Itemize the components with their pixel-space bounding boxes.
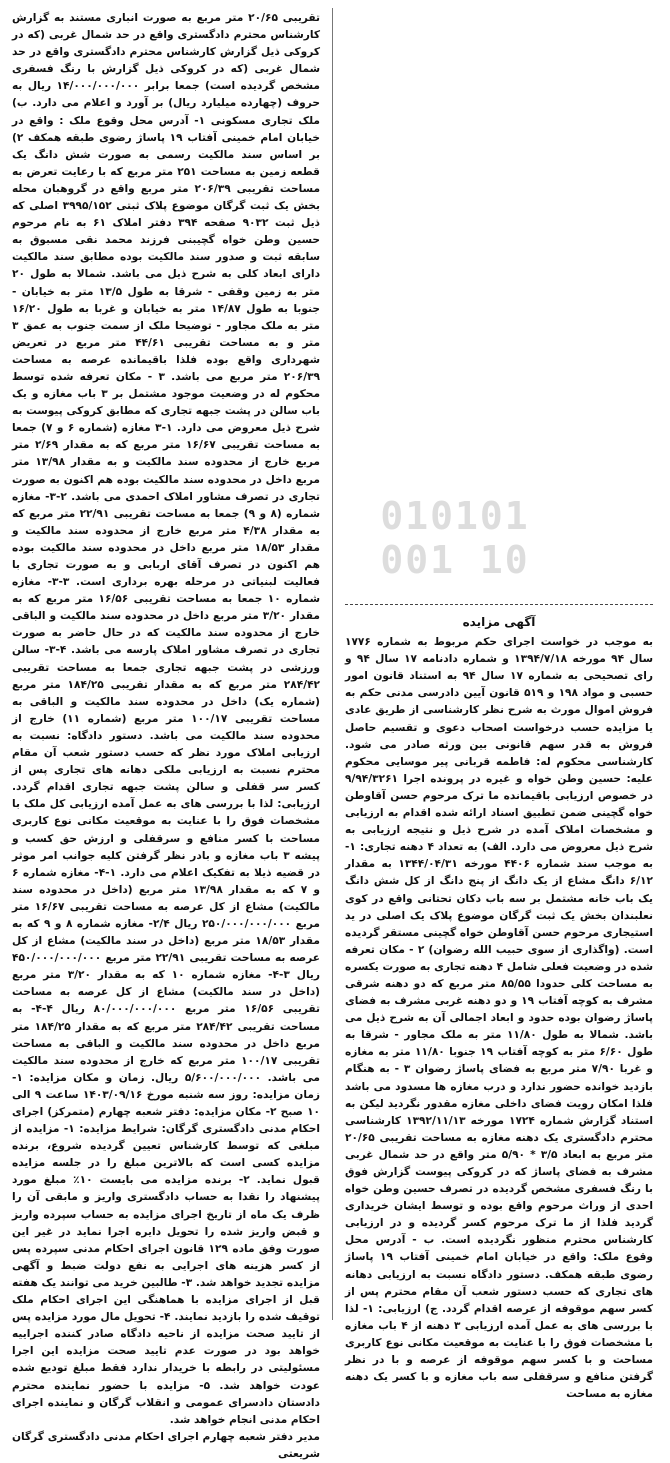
notice-body-text: به موجب در خواست اجرای حکم مربوط به شماره ۱۷۷۶ سال ۹۴ مورخه ۱۳۹۴/۷/۱۸ و شماره دادنامه ۱۷ سال ۹۴ و رای تصحیحی به شماره ۱۷ سال ۹۴ به استناد قانون امور حسبی و مواد ۱۹۸ و ۵۱۹ قانون آیین دادرسی مدنی حکم به فروش اموال مورث به شرح نظر کارشناسی از طریق عادی یا مزایده حسب درخواست اصحاب دعوی و تقسیم حاصل فروش به قدر سهم قانونی بین ورثه صادر می شود. کارشناسی محکوم له: فاطمه قربانی پیر موسایی محکوم علیه: حسین وطن خواه و غیره در پرونده اجرا ۹/۹۴/۳۲۶۱ در خصوص ارزیابی باقیمانده ما ترک مرحوم حسن آقاوطن خواه گچینی ضمن تطبیق اسناد ارائه شده اقدام به ارزیابی و مشخصات املاک آمده در شرح ذیل و نتیجه ارزیابی به شرح ذیل معروض می دارد. الف) به تعداد ۴ دهنه تجاری: ۱- به موجب سند شماره ۴۴۰۶ مورخه ۱۳۴۴/۰۴/۳۱ به مقدار ۶/۱۲ دانگ مشاع از یک دانگ از پنج دانگ از کل شش دانگ یک باب خانه مشتمل بر سه باب دکان تحتانی واقع در کوی نعلبندان بخش یک ثبت گرگان موضوع پلاک یک اصلی در ید استیجاری مرحوم حسن آقاوطن خواه گچینی مستقر گردیده است. (واگذاری از سوی حبیب الله رضوان) ۲ - مکان تعرفه شده در وضعیت فعلی شامل ۴ دهنه تجاری به صورت یکسره به مساحت کلی حدودا ۸۵/۵۵ متر مربع که دو دهنه شرقی مشرف به کوچه آفتاب ۱۹ و دو دهنه غربی مشرف به فضای پاساژ رضوان بوده حدود و ابعاد اجمالی آن به شرح ذیل می باشد. شمالا به طول ۱۱/۸۰ متر به ملک مجاور - شرقا به طول ۶/۶۰ متر به کوچه آفتاب ۱۹ جنوبا ۱۱/۸۰ متر به مغازه و غربا ۷/۹۰ متر مربع به فضای پاساژ رضوان ۳ - به هنگام بازدید خوانده حضور ندارد و درب مغازه ها مسدود می باشد فلذا امکان رویت فضای داخلی مغازه مقدور نگردید لیکن به استناد گزارش شماره ۱۷۲۴ مورخه ۱۳۹۲/۱۱/۱۳ کارشناسی محترم دادگستری یک دهنه مغازه به مساحت تقریبی ۲۰/۶۵ متر مربع به ابعاد ۳/۵ * ۵/۹۰ متر واقع در حد شمال غربی مشرف به فضای پاساژ که در کروکی پیوست گزارش فوق با رنگ فسفری مشخص گردیده در تصرف حسین وطن خواه احدی از وراث مرحوم واقع بوده و توسط ایشان خریداری گردید فلذا از ما ترک مرحوم کسر گردیده و در ارزیابی کارشناس محترم منظور نگردیده است. ب - آدرس محل وقوع ملک: واقع در خیابان امام خمینی آفتاب ۱۹ پاساژ رضوی طبقه همکف. دستور دادگاه نسبت به ارزیابی دهانه های تجاری که حسب دستور شعب آن مقام محترم پس از کسر سهم موقوفه از عرصه اقدام گردد. ج) ارزیابی: ۱- لذا با بررسی های به عمل آمده ارزیابی ۳ دهنه از ۴ باب مغازه با مشخصات فوق را با عنایت به موقعیت مکانی نوع کاربری مساحت و با کسر سهم موقوفه از عرصه و با در نظر گرفتن منافع و سرقفلی سه باب مغازه و با کسر یک دهنه مغازه به مساحت	[345, 636, 654, 1401]
notice-signature: مدیر دفتر شعبه چهارم اجرای احکام مدنی دادگستری گرگان شریعتی	[12, 1430, 320, 1460]
notice-title: آگهی مزایده	[462, 615, 536, 629]
auction-notice-column	[345, 612, 654, 1401]
watermark-line-1: 010101	[380, 494, 530, 538]
section-separator	[345, 604, 653, 605]
binary-watermark	[320, 494, 590, 582]
column-divider	[332, 8, 333, 1320]
watermark-line-2: 001 10	[380, 538, 530, 582]
notice-continuation-text: تقریبی ۲۰/۶۵ متر مربع به صورت انباری مستند به گزارش کارشناس محترم دادگستری واقع در حد شمال غربی (که در کروکی ذیل گزارش کارشناس محترم دادگستری واقع در حد شمال غربی (که در کروکی ذیل گزارش با رنگ فسفری مشخص گردیده است) جمعا برابر ۱۴/۰۰۰/۰۰۰/۰۰۰ ریال به حروف (چهارده میلیارد ریال) بر آورد و اعلام می دارد. ب) ملک تجاری مسکونی ۱- آدرس محل وقوع ملک : واقع در خیابان امام خمینی آفتاب ۱۹ پاساژ رضوی طبقه همکف ۲) بر اساس سند مالکیت رسمی به صورت شش دانگ یک قطعه زمین به مساحت ۲۵۱ متر مربع که با رعایت تعرض به مساحت تقریبی ۲۰۶/۳۹ متر مربع واقع در گروهبان محله بخش یک ثبت گرگان موضوع پلاک ثبتی ۳۹۹۵/۱۵۲ اصلی که ذیل ثبت ۹۰۳۲ صفحه ۳۹۴ دفتر املاک ۶۱ به نام مرحوم حسین وطن خواه گچیبنی فرزند محمد نقی مسبوق به سابقه ثبت و صدور سند مالکیت بوده مطابق سند مالکیت دارای ابعاد کلی به شرح ذیل می باشد. شمالا به طول ۲۰ متر به زمین وقفی - شرقا به طول ۱۳/۵ متر به خیابان - جنوبا به طول ۱۴/۸۷ متر به خیابان و غربا به طول ۱۶/۲۰ متر به ملک مجاور - توضیحا ملک از سمت جنوب به عمق ۳ متر و به مساحت تقریبی ۴۴/۶۱ متر مربع در تعریض شهرداری واقع بوده فلذا باقیمانده عرصه به مساحت ۲۰۶/۳۹ متر مربع می باشد. ۳ - مکان تعرفه شده توسط محکوم له در وضعیت موجود مشتمل بر ۳ باب مغازه و یک باب سالن در پشت جبهه تجاری که مطابق کروکی پیوست به شرح ذیل معروض می دارد. ۱-۳ مغازه (شماره ۶ و ۷) جمعا به مساحت تقریبی ۱۶/۶۷ متر مربع که به مقدار ۲/۶۹ متر مربع خارج از محدوده سند مالکیت و به مقدار ۱۳/۹۸ متر مربع داخل در محدوده سند مالکیت بوده هم اکنون به صورت تجاری در تصرف مشاور املاک احمدی می باشد. ۲-۳- مغازه شماره (۸ و ۹) جمعا به مساحت تقریبی ۲۲/۹۱ متر مربع که به مقدار ۴/۳۸ متر مربع خارج از محدوده سند مالکیت و مقدار ۱۸/۵۳ متر مربع داخل در محدوده سند مالکیت بوده هم اکنون در تصرف آقای اربابی و به صورت تجاری با فعالیت لبنیاتی در مرحله بهره برداری است. ۳-۳- مغازه شماره ۱۰ جمعا به مساحت تقریبی ۱۶/۵۶ متر مربع که به مقدار ۳/۲۰ متر مربع داخل در محدوده سند مالکیت و الباقی خارج از محدوده سند مالکیت که در حال حاضر به صورت تجاری در تصرف مشاور املاک پارسه می باشد. ۴-۳- سالن ورزشی در پشت جبهه تجاری جمعا به مساحت تقریبی ۲۸۴/۴۲ متر مربع که به مقدار تقریبی ۱۸۴/۲۵ متر مربع (شماره یک) داخل در محدوده سند مالکیت و الباقی به مساحت تقریبی ۱۰۰/۱۷ متر مربع (شماره ۱۱) خارج از محدوده سند مالکیت می باشد. دستور دادگاه: نسبت به ارزیابی املاک مورد نظر که حسب دستور شعب آن مقام محترم نسبت به ارزیابی ملکی دهانه های تجاری پس از کسر سر قفلی و سالن پشت جبهه تجاری اقدام گردد. ارزیابی: لذا با بررسی های به عمل آمده ارزیابی کل ملک با مشخصات فوق را با عنایت به موقعیت مکانی نوع کاربری مساحت با کسر منافع و سرقفلی و ارزش حق کسب و پیشه ۳ باب مغازه و بادر نظر گرفتن کلیه جوانب امر موثر در قضیه ذیلا به تفکیک اعلام می دارد. ۱-۴- مغازه شماره ۶ و ۷ که به مقدار ۱۳/۹۸ متر مربع (داخل در محدوده سند مالکیت) مشاع از کل عرصه به مساحت تقریبی ۱۶/۶۷ متر مربع ۲۵۰/۰۰۰/۰۰۰/۰۰۰ ریال ۲/۴- مغازه شماره ۸ و ۹ که به مقدار ۱۸/۵۳ متر مربع (داخل در سند مالکیت) مشاع از کل عرصه به مساحت تقریبی ۲۲/۹۱ متر مربع ۴۵۰/۰۰۰/۰۰۰/۰۰۰ ریال ۳-۴- مغازه شماره ۱۰ که به مقدار ۳/۲۰ متر مربع (داخل در سند مالکیت) مشاع از کل عرصه به مساحت تقریبی ۱۶/۵۶ متر مربع ۸۰/۰۰۰/۰۰۰/۰۰۰ ریال ۴-۴- به مساحت تقریبی ۲۸۴/۴۲ متر مربع که به مقدار ۱۸۴/۲۵ متر مربع داخل در محدوده سند مالکیت و الباقی به مساحت تقریبی ۱۰۰/۱۷ متر مربع که خارج از محدوده سند مالکیت می باشد. ۵/۶۰۰/۰۰۰/۰۰۰ ریال. زمان و مکان مزایده: ۱- زمان مزایده: روز سه شنبه مورخ ۱۴۰۳/۰۹/۱۶ ساعت ۹ الی ۱۰ صبح ۲- مکان مزایده: دفتر شعبه چهارم (متمرکز) اجرای احکام مدنی دادگستری گرگان: شرایط مزایده: ۱- مزایده از مبلغی که توسط کارشناس تعیین گردیده شروع، برنده مزایده کسی است که بالاترین مبلغ را در جلسه مزایده قبول نماید. ۲- برنده مزایده می بایست ۱۰٪ مبلغ مورد پیشنهاد را نقدا به حساب دادگستری واریز و مابقی آن را ظرف یک ماه از تاریخ اجرای مزایده به حساب سپرده واریز و قبض واریز شده را تحویل دایره اجرا نماید در غیر این صورت وفق ماده ۱۲۹ قانون اجرای احکام مدنی سپرده پس از کسر هزینه های اجرایی به نفع دولت ضبط و آگهی مزایده تجدید خواهد شد. ۳- طالبین خرید می توانند یک هفته قبل از اجرای مزایده با هماهنگی این اجرای احکام ملک توقیف شده را بازدید نمایند. ۴- تحویل مال مورد مزایده پس از تایید صحت مزایده از ناحیه دادگاه صادر کننده اجراییه خواهد بود در صورت عدم تایید صحت مزایده این اجرا مسئولیتی در رابطه با خریدار ندارد فقط مبلغ تودیع شده عودت خواهد شد. ۵- مزایده با حضور نماینده محترم دادستان دادسرای عمومی و انقلاب گرگان و نماینده اجرای احکام مدنی انجام خواهد شد.	[12, 12, 321, 1426]
auction-notice-continuation-column	[12, 10, 321, 1460]
